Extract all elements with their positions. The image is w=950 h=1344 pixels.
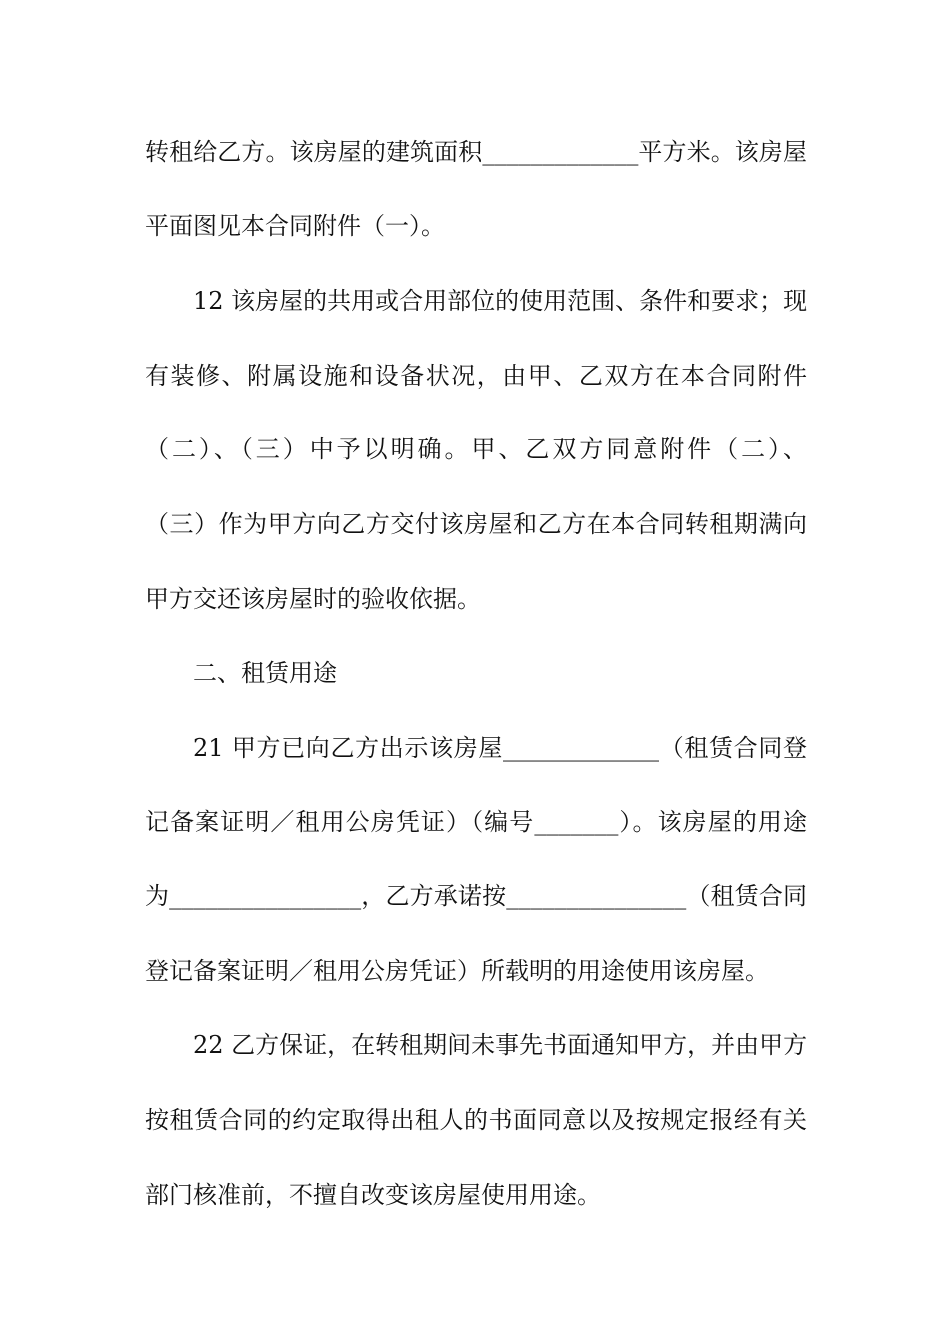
clause-1-2-line-1: 12 该房屋的共用或合用部位的使用范围、条件和要求；现	[193, 287, 808, 315]
clause-2-1-line-2: 记备案证明／租用公房凭证）（编号_______）。该房屋的用途	[145, 808, 807, 836]
section-heading-usage: 二、租赁用途	[193, 659, 337, 687]
clause-2-2-line-3: 部门核准前，不擅自改变该房屋使用用途。	[145, 1181, 601, 1209]
clause-2-1-line-1: 21 甲方已向乙方出示该房屋_____________（租赁合同登	[193, 734, 807, 762]
clause-2-2-line-2: 按租赁合同的约定取得出租人的书面同意以及按规定报经有关	[145, 1106, 807, 1134]
clause-2-2-line-1: 22 乙方保证，在转租期间未事先书面通知甲方，并由甲方	[193, 1031, 808, 1059]
paragraph-line-2: 平面图见本合同附件（一）。	[145, 212, 445, 240]
clause-1-2-line-4: （三）作为甲方向乙方交付该房屋和乙方在本合同转租期满向	[145, 510, 807, 538]
clause-1-2-line-3: （二）、（三）中予以明确。甲、乙双方同意附件（二）、	[145, 435, 807, 463]
paragraph-line-1: 转租给乙方。该房屋的建筑面积_____________平方米。该房屋	[145, 138, 807, 166]
clause-1-2-line-5: 甲方交还该房屋时的验收依据。	[145, 585, 481, 613]
clause-2-1-line-4: 登记备案证明／租用公房凭证）所载明的用途使用该房屋。	[145, 957, 769, 985]
clause-1-2-line-2: 有装修、附属设施和设备状况，由甲、乙双方在本合同附件	[145, 362, 807, 390]
clause-2-1-line-3: 为________________，乙方承诺按_______________（租赁合同	[145, 882, 807, 910]
